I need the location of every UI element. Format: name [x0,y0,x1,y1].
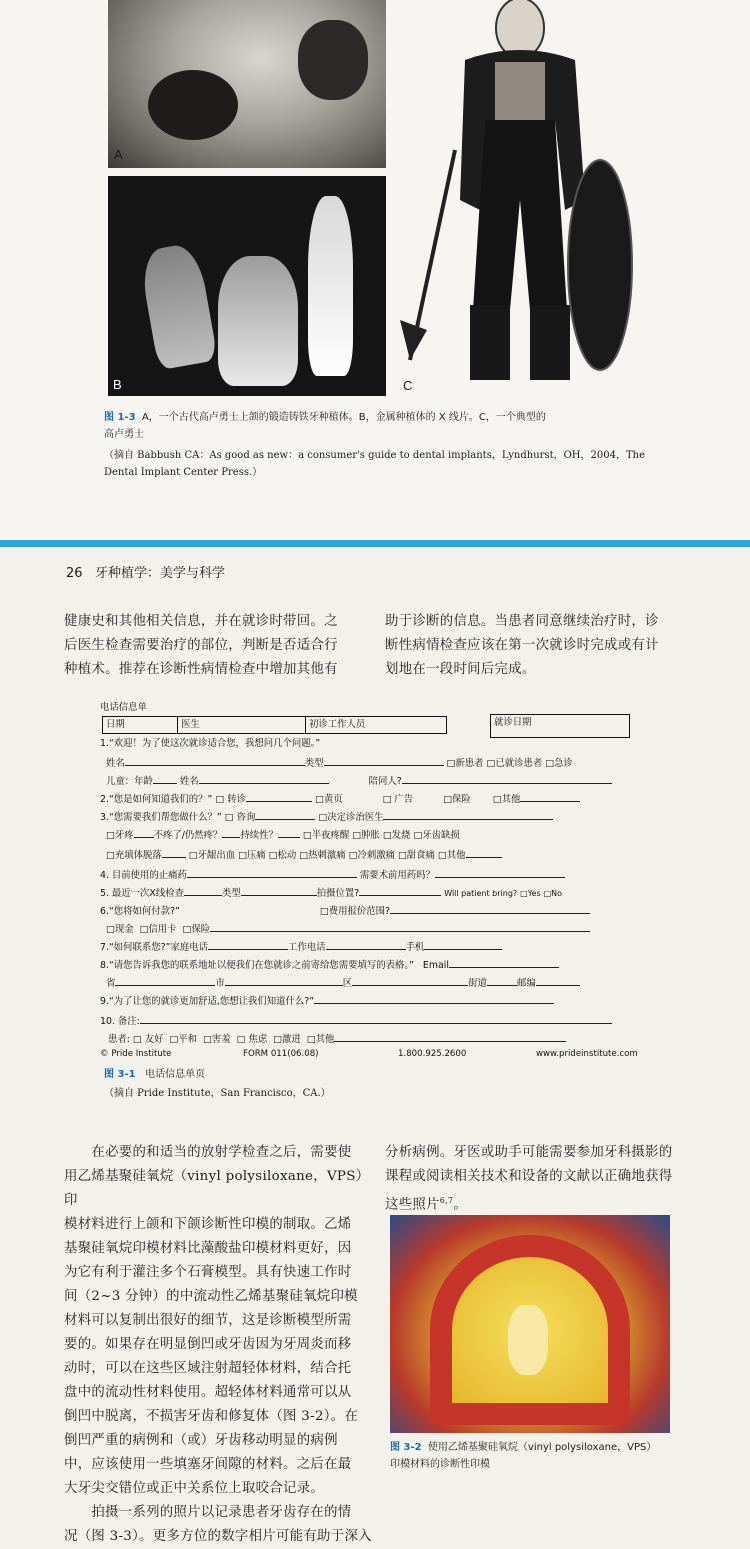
form-checkbox-label: □已就诊患者 [486,758,543,769]
form-label: 类型 [304,758,324,769]
form-label: 10. 备注: [100,1016,140,1027]
body-line: 盘中的流动性材料使用。超轻体材料通常可以从 [64,1385,352,1400]
form-checkbox-label: □发烧 [382,830,411,841]
body-line: 材料可以复制出很好的细节，这是诊断模型所需 [64,1313,352,1328]
form-label: 市 [215,978,225,989]
form-checkbox-label: □肿胀 [352,830,380,841]
form-label: 姓名 [106,758,125,769]
form-label: 7.“如何联系您?”家庭电话 [100,942,209,953]
body-line: 间（2~3 分钟）的中流动性乙烯基聚硅氧烷印模 [64,1289,358,1304]
form-footer-phone: 1.800.925.2600 [398,1049,467,1059]
form-footer-form-number: FORM 011(06.08) [243,1049,319,1059]
form-label: 区 [342,978,353,989]
form-checkbox-label: □保险 [443,794,471,805]
form-q3-symptoms [106,826,460,844]
figure-1-3b-xray [108,176,386,396]
figure-1-3-caption-line1: A，一个古代高卢勇士上颌的锻造铸铁牙种植体。B，金属种植体的 X 线片。C，一个典型的 [141,412,546,423]
form-label: 4. 目前使用的止痛药 [100,870,187,881]
body-line: 种植术。推荐在诊断性病情检查中增加其他有 [64,662,338,677]
form-q6 [100,902,590,920]
form-checkbox-label: □其他 [306,1034,335,1045]
body-line: 模材料进行上颌和下颌诊断性印模的制取。乙烯 [64,1217,352,1232]
form-checkbox-label: □其他 [492,794,521,805]
form-header-staff: 初诊工作人员 [309,719,366,730]
form-footer-copyright: © Pride Institute [100,1049,172,1059]
body-top-left-column [64,610,364,682]
body-line: 为它有利于灌注多个石膏模型。具有快速工作时 [64,1265,352,1280]
form-label: 2.“您是如何知道我们的？” [100,794,213,805]
body-line: 分析病例。牙医或助手可能需要参加牙科摄影的 [385,1145,673,1160]
form-checkbox-label: □甜食痛 [397,850,435,861]
form-footer-url: www.prideinstitute.com [536,1049,638,1059]
form-title: 电话信息单 [100,702,147,713]
figure-3-2-caption-line2: 印模材料的诊断性印模 [390,1459,490,1470]
figure-3-1-label: 图 3-1 [104,1069,136,1080]
figure-1-3a-skull-photo [108,0,386,168]
figure-3-1-title: 电话信息单页 [145,1069,206,1080]
form-label: 需要术前用药吗？ [359,870,435,881]
form-checkbox-label: □半夜疼醒 [302,830,350,841]
body-bottom-right-column [385,1141,685,1217]
form-label: 陪同人? [368,776,402,787]
body-text: 。 [453,1197,468,1213]
body-line: 课程或阅读相关技术和设备的文献以正确地获得 [385,1169,673,1184]
form-checkbox-label: □害羞 [203,1034,231,1045]
body-line: 断性病情检查应该在第一次就诊时完成或有计 [385,638,659,653]
form-q7 [100,938,502,956]
reference-superscript: 6,7 [439,1196,454,1205]
form-checkbox-label: 患者: □ 友好 [108,1034,164,1045]
form-checkbox-label: □新患者 [446,758,484,769]
form-checkbox-label: □ 转诊 [215,794,246,805]
figure-letter-a: A [114,147,123,162]
form-q1-row-b [106,772,612,790]
form-checkbox-label: □决定诊治医生 [318,812,384,823]
form-label: 持续性？ [240,830,278,841]
body-line: 健康史和其他相关信息，并在就诊时带回。之 [64,614,338,629]
form-label: 3.“您需要我们帮您做什么？” [100,812,222,823]
form-label: Will patient bring? [444,889,518,898]
body-line: 动时，可以在这些区域注射超轻体材料，结合托 [64,1361,352,1376]
form-checkbox-label: □保险 [182,924,211,935]
form-q8-address [106,974,580,992]
body-line: 况（图 3-3）。更多方位的数字相片可能有助于深入 [64,1529,372,1544]
body-line: 倒凹严重的病例和（或）牙齿移动明显的病例 [64,1433,338,1448]
form-checkbox-label: □黄页 [314,794,343,805]
figure-3-2-caption-line1: 使用乙烯基聚硅氧烷（vinyl polysiloxane，VPS） [427,1442,657,1453]
form-label: 5. 最近一次X线检查 [100,888,184,899]
form-q9 [100,992,554,1010]
form-label: 不疼了/仍然疼？ [153,830,223,841]
form-label: 手机 [405,942,425,953]
body-line: 在必要的和适当的放射学检查之后，需要使 [64,1145,352,1160]
form-header-date: 日期 [106,719,125,730]
form-label: 街道 [468,978,487,989]
form-checkbox-label: □热刺激痛 [299,850,346,861]
body-line: 拍摄一系列的照片以记录患者牙齿存在的情 [64,1505,352,1520]
form-checkbox-label: □平和 [169,1034,198,1045]
form-checkbox-label: □其他 [437,850,466,861]
form-label: 省 [106,978,116,989]
form-checkbox-label: □ 咨询 [224,812,256,823]
form-header-doctor-cell [177,716,306,734]
form-label: Email [422,960,449,971]
figure-1-3-caption [104,409,664,443]
body-line [385,1189,685,1217]
form-label: 9.“为了让您的就诊更加舒适,您想让我们知道什么?” [100,996,315,1007]
form-label: 类型 [221,888,241,899]
figure-1-3-source-line2: Dental Implant Center Press.） [104,467,263,478]
body-line: 用乙烯基聚硅氧烷（vinyl polysiloxane，VPS）印 [64,1169,370,1208]
form-checkbox-label: □ 广告 [382,794,414,805]
form-label: 工作电话 [288,942,326,953]
form-q1-row-a [106,754,573,772]
figure-3-1-caption [104,1066,205,1083]
figure-1-3-caption-line2: 高卢勇士 [104,429,144,440]
body-line: 划地在一段时间后完成。 [385,662,536,677]
form-checkbox-label: □充填体脱落 [106,850,162,861]
figure-1-3c-gaul-warrior-drawing [395,0,635,400]
form-checkbox-label: □现金 [106,924,134,935]
figure-1-3-label: 图 1-3 [104,412,136,423]
body-top-right-column [385,610,685,682]
form-header-visit-cell [490,714,630,738]
form-checkbox-label: □急诊 [545,758,573,769]
figure-1-3-source-line1: （摘自 Babbush CA：As good as new：a consumer's guide to dental implants，Lyndhurst，OH，2004，The [104,450,645,461]
form-checkbox-label: □ 焦虑 [236,1034,268,1045]
form-footer [100,1046,640,1062]
body-bottom-left-column [64,1141,374,1549]
form-q1: 1.“欢迎！为了使这次就诊适合您，我想问几个问题。” [100,738,321,749]
body-line: 基聚硅氧烷印模材料比藻酸盐印模材料更好，因 [64,1241,352,1256]
form-header-doctor: 医生 [181,719,200,730]
figure-3-2-caption [390,1439,690,1473]
form-label: 拍摄位置? [316,888,360,899]
body-line: 倒凹中脱离，不损害牙齿和修复体（图 3-2）。在 [64,1409,359,1424]
form-q4 [100,866,565,884]
form-q3 [100,808,553,826]
form-checkbox-label: □费用报价范围? [319,906,390,917]
figure-letter-c: C [403,378,413,393]
running-header [66,562,225,581]
form-q3-more [106,846,502,864]
form-q2 [100,790,580,808]
form-checkbox-label: □Yes [520,889,541,898]
figure-1-3-source [104,447,664,481]
figure-3-2-label: 图 3-2 [390,1442,422,1453]
form-checkbox-label: □松动 [268,850,297,861]
body-line: 大牙尖交错位或正中关系位上取咬合记录。 [64,1481,325,1496]
form-checkbox-label: □信用卡 [139,924,177,935]
form-q8 [100,956,559,974]
form-checkbox-label: □牙齿缺损 [413,830,460,841]
form-checkbox-label: □冷刺激痛 [348,850,395,861]
form-q5 [100,884,562,902]
body-line: 要的。如果存在明显倒凹或牙齿因为牙周炎而移 [64,1337,352,1352]
form-header-visit-date: 就诊日期 [494,717,532,728]
form-label: 8.“请您告诉我您的联系地址以便我们在您就诊之前寄给您需要填写的表格。” [100,960,414,971]
form-checkbox-label: □牙龈出血 [188,850,236,861]
body-line: 中，应该使用一些填塞牙间隙的材料。之后在最 [64,1457,352,1472]
form-q6-methods [106,920,590,938]
page-number: 26 [66,566,83,581]
body-line: 助于诊断的信息。当患者同意继续治疗时，诊 [385,614,659,629]
form-label: 儿童：年龄 [106,776,153,787]
figure-letter-b: B [113,377,122,392]
form-label: 姓名 [179,776,199,787]
running-title: 牙种植学：美学与科学 [94,566,225,581]
form-checkbox-label: □No [543,889,563,898]
form-header-date-cell [102,716,178,734]
page-divider-bar [0,540,750,547]
form-q10 [100,1012,612,1030]
form-checkbox-label: □牙疼 [106,830,134,841]
form-checkbox-label: □激进 [273,1034,301,1045]
form-header-staff-cell [305,716,447,734]
form-label: 邮编 [516,978,536,989]
body-line: 后医生检查需要治疗的部位，判断是否适合行 [64,638,338,653]
form-label: 6.“您将如何付款?” [100,906,180,917]
body-text: 这些照片 [385,1197,440,1213]
figure-3-2-impression-photo [390,1215,670,1433]
form-checkbox-label: □压痛 [238,850,266,861]
figure-3-1-source: （摘自 Pride Institute，San Francisco，CA.） [104,1088,331,1099]
